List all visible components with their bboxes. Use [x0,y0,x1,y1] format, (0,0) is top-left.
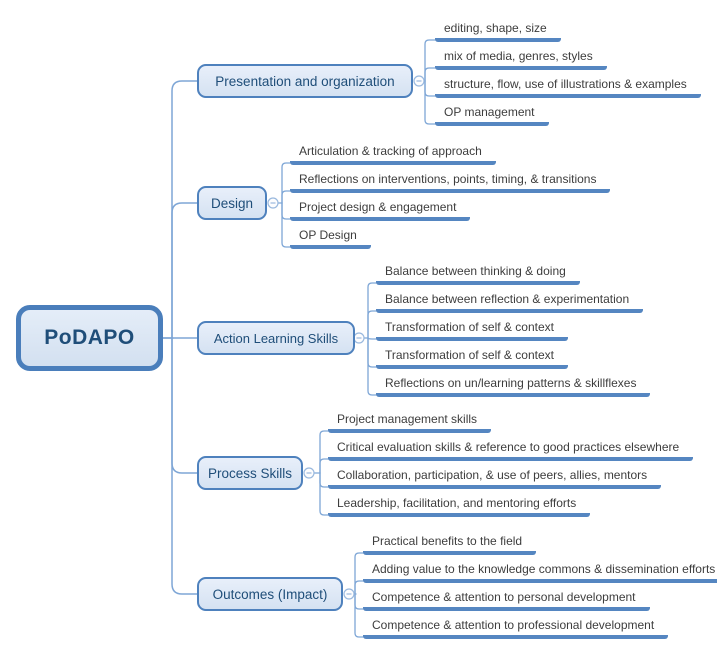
subtopic[interactable]: Transformation of self & context [376,348,568,369]
subtopic[interactable]: Practical benefits to the field [363,534,536,555]
main-branch-connectors [163,81,197,594]
subtopics-process-skills [328,405,693,517]
collapse-toggle[interactable] [414,76,424,86]
subtopic[interactable]: Collaboration, participation, & use of peers, allies, mentors [328,468,661,489]
topic-action-learning-skills[interactable]: Action Learning Skills [197,321,355,355]
subtopic[interactable]: Articulation & tracking of approach [290,144,496,165]
subtopic[interactable]: Adding value to the knowledge commons & dissemination efforts [363,562,717,583]
subtopic[interactable]: Competence & attention to personal development [363,590,650,611]
subtopics-design [290,137,610,249]
subtopic[interactable]: Reflections on un/learning patterns & skillflexes [376,376,650,397]
subtopic[interactable]: Competence & attention to professional development [363,618,668,639]
subtopic[interactable]: Balance between thinking & doing [376,264,580,285]
topic-outcomes-impact[interactable]: Outcomes (Impact) [197,577,343,611]
subtopic[interactable]: OP Design [290,228,371,249]
topic-design[interactable]: Design [197,186,267,220]
subtopic[interactable]: structure, flow, use of illustrations & examples [435,77,701,98]
subtopic[interactable]: Critical evaluation skills & reference to good practices elsewhere [328,440,693,461]
collapse-toggle[interactable] [304,468,314,478]
subtopics-presentation [435,14,701,126]
subtopic[interactable]: editing, shape, size [435,21,561,42]
subtopics-outcomes [363,527,717,639]
central-topic-podapo[interactable]: PoDAPO [16,305,163,371]
topic-process-skills[interactable]: Process Skills [197,456,303,490]
subtopic[interactable]: OP management [435,105,549,126]
collapse-toggle[interactable] [344,589,354,599]
subtopic[interactable]: Balance between reflection & experimentation [376,292,643,313]
subtopic[interactable]: Project design & engagement [290,200,470,221]
subtopic[interactable]: Project management skills [328,412,491,433]
topic-presentation-and-organization[interactable]: Presentation and organization [197,64,413,98]
collapse-toggle[interactable] [268,198,278,208]
subtopic[interactable]: mix of media, genres, styles [435,49,607,70]
subtopic[interactable]: Leadership, facilitation, and mentoring efforts [328,496,590,517]
subtopic[interactable]: Transformation of self & context [376,320,568,341]
subtopic[interactable]: Reflections on interventions, points, timing, & transitions [290,172,610,193]
collapse-toggle[interactable] [354,333,364,343]
subtopics-action-learning [376,257,650,397]
